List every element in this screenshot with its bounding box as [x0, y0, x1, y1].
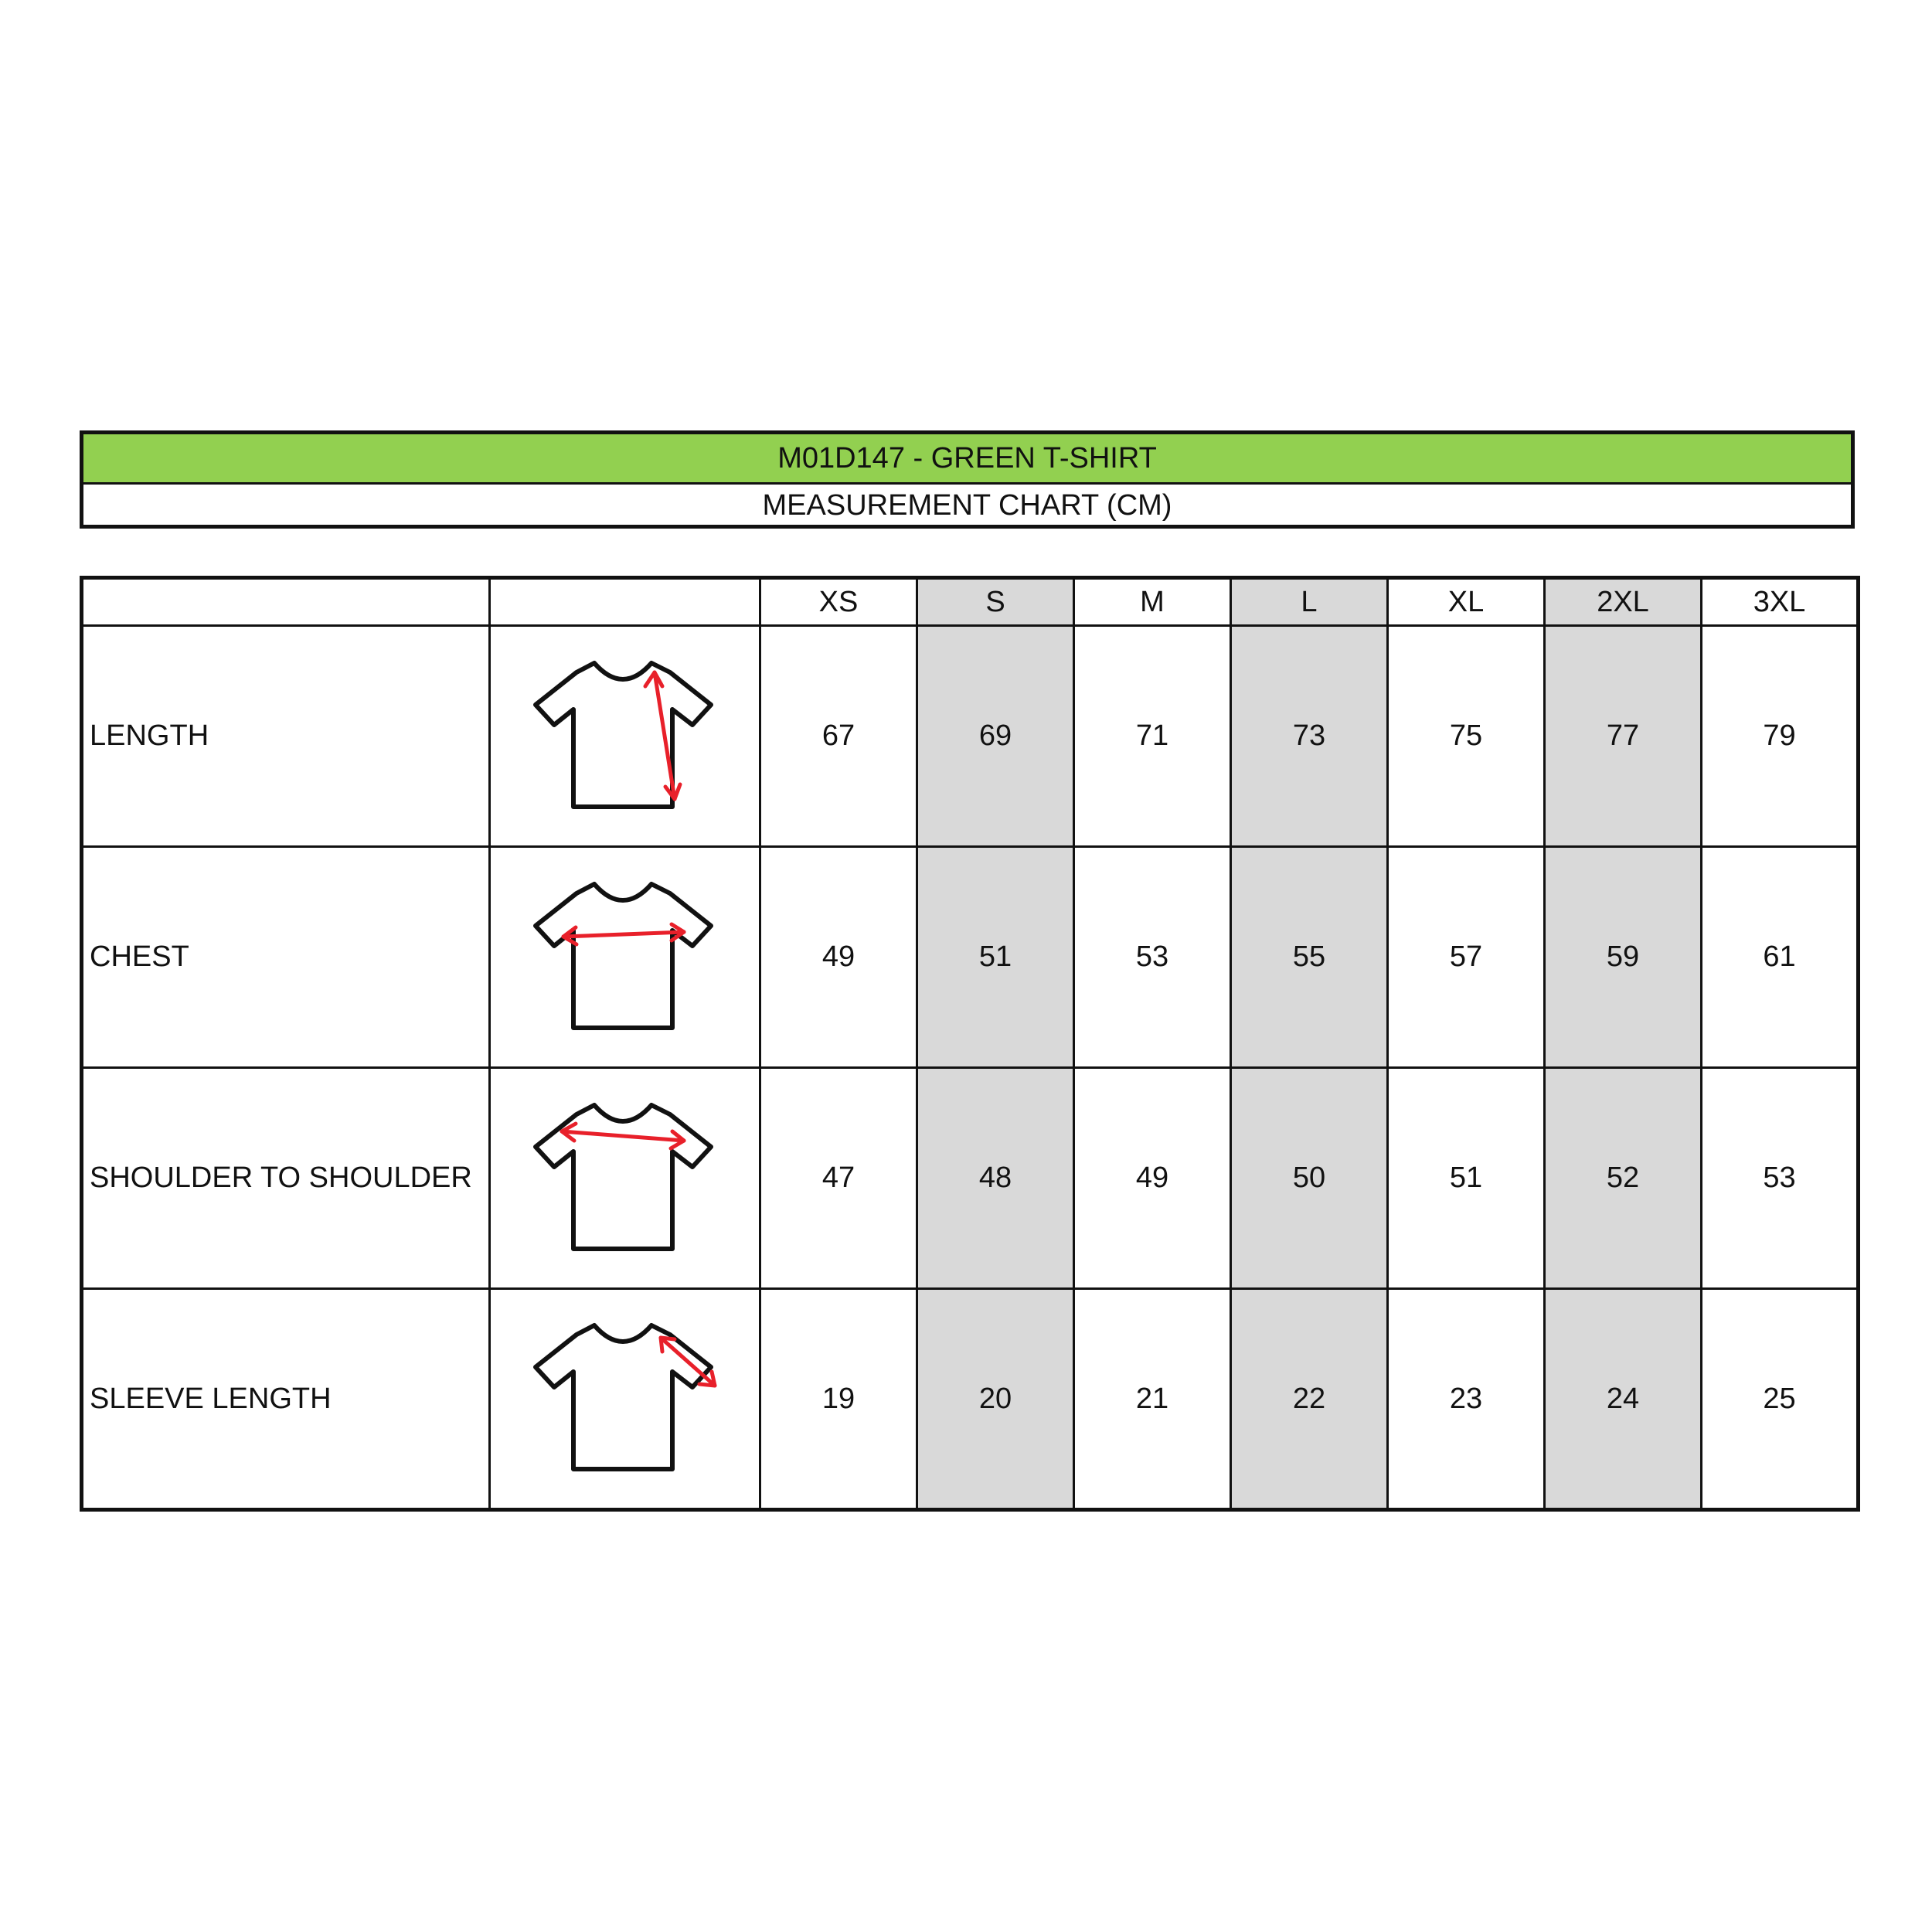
value-cell: 59	[1545, 847, 1702, 1068]
size-header: 3XL	[1702, 578, 1859, 626]
value-cell: 53	[1074, 847, 1231, 1068]
product-title: M01D147 - GREEN T-SHIRT	[83, 434, 1851, 485]
size-header: S	[917, 578, 1074, 626]
icon-cell	[490, 1068, 760, 1289]
value-cell: 75	[1388, 626, 1545, 847]
value-cell: 53	[1702, 1068, 1859, 1289]
tshirt-shoulder-icon	[532, 1097, 718, 1260]
size-header: 2XL	[1545, 578, 1702, 626]
value-cell: 57	[1388, 847, 1545, 1068]
value-cell: 48	[917, 1068, 1074, 1289]
size-header: XL	[1388, 578, 1545, 626]
table-row	[82, 1068, 1859, 1289]
table-row	[82, 626, 1859, 847]
value-cell: 67	[760, 626, 917, 847]
measurement-table	[80, 576, 1860, 1512]
tshirt-sleeve-icon	[532, 1318, 718, 1480]
value-cell: 79	[1702, 626, 1859, 847]
measurement-label: SHOULDER TO SHOULDER	[82, 1068, 490, 1289]
value-cell: 51	[1388, 1068, 1545, 1289]
value-cell: 52	[1545, 1068, 1702, 1289]
size-header: XS	[760, 578, 917, 626]
value-cell: 50	[1231, 1068, 1388, 1289]
icon-cell	[490, 626, 760, 847]
size-header: M	[1074, 578, 1231, 626]
value-cell: 51	[917, 847, 1074, 1068]
table-row	[82, 847, 1859, 1068]
value-cell: 73	[1231, 626, 1388, 847]
value-cell: 69	[917, 626, 1074, 847]
measurement-label: CHEST	[82, 847, 490, 1068]
chart-header	[80, 430, 1855, 529]
value-cell: 47	[760, 1068, 917, 1289]
measurement-label: SLEEVE LENGTH	[82, 1289, 490, 1510]
chart-subtitle: MEASUREMENT CHART (CM)	[762, 489, 1172, 522]
size-header-row	[82, 578, 1859, 626]
icon-cell	[490, 1289, 760, 1510]
value-cell: 22	[1231, 1289, 1388, 1510]
measurement-label: LENGTH	[82, 626, 490, 847]
value-cell: 71	[1074, 626, 1231, 847]
value-cell: 21	[1074, 1289, 1231, 1510]
value-cell: 55	[1231, 847, 1388, 1068]
value-cell: 77	[1545, 626, 1702, 847]
value-cell: 24	[1545, 1289, 1702, 1510]
tshirt-chest-icon	[532, 876, 718, 1039]
value-cell: 23	[1388, 1289, 1545, 1510]
value-cell: 20	[917, 1289, 1074, 1510]
value-cell: 61	[1702, 847, 1859, 1068]
table-row	[82, 1289, 1859, 1510]
icon-cell	[490, 847, 760, 1068]
size-header: L	[1231, 578, 1388, 626]
value-cell: 49	[1074, 1068, 1231, 1289]
value-cell: 49	[760, 847, 917, 1068]
blank-icon-header-cell	[490, 578, 760, 626]
tshirt-length-icon	[532, 655, 718, 818]
value-cell: 19	[760, 1289, 917, 1510]
blank-header-cell	[82, 578, 490, 626]
value-cell: 25	[1702, 1289, 1859, 1510]
